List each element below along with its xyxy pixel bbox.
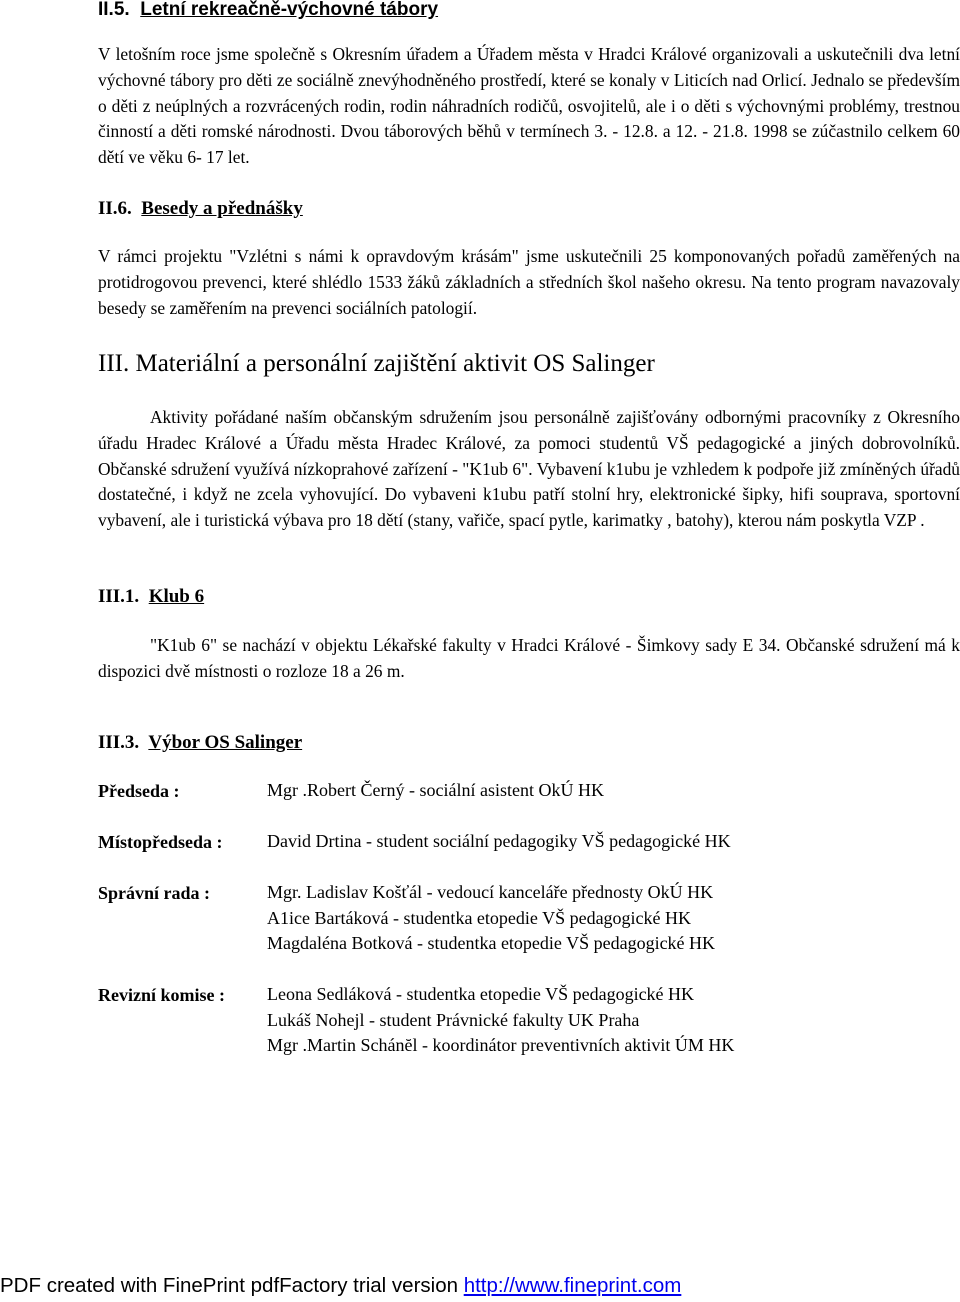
committee-role: Místopředseda : bbox=[98, 832, 223, 852]
chapter-heading: III. Materiální a personální zajištění aktivit OS Salinger bbox=[98, 350, 655, 377]
paragraph-camps: V letošním roce jsme společně s Okresním úřadem a Úřadem města v Hradci Králové organizovali a uskutečnili dva letní výchovné tábory pro děti ze sociálně znevýhodněného prostředí, které se konaly v Liticích nad Orlicí. Jednalo se především o děti z neúplných a rozvrácených rodin, rodin náhradních rodičů, osvojitelů, ale i o děti s výchovnými problémy, trestnou činností a děti romské národnosti. Dvou táborových běhů v termínech 3. - 12.8. a 12. - 21.8. 1998 se zúčastnilo celkem 60 dětí ve věku 6- 17 let. bbox=[98, 44, 960, 168]
section-heading-talks bbox=[98, 197, 303, 221]
section-number: II.5. bbox=[98, 0, 130, 20]
section-title: Besedy a přednášky bbox=[141, 198, 303, 219]
section-heading-club bbox=[98, 585, 204, 609]
footer-link[interactable]: http://www.fineprint.com bbox=[463, 1274, 682, 1297]
section-number: II.6. bbox=[98, 198, 132, 219]
committee-members bbox=[267, 829, 731, 855]
committee-member: Mgr .Robert Černý - sociální asistent OkÚ HK bbox=[267, 780, 604, 800]
section-title: Letní rekreačně-výchovné tábory bbox=[140, 0, 439, 20]
committee-members bbox=[267, 982, 734, 1059]
committee-role: Předseda : bbox=[98, 781, 180, 801]
committee-member: Magdaléna Botková - studentka etopedie VŠ pedagogické HK bbox=[267, 933, 716, 953]
committee-role: Revizní komise : bbox=[98, 985, 225, 1005]
paragraph-talks: V rámci projektu "Vzlétni s námi k opravdovým krásám" jsme uskutečnili 25 komponovaných pořadů zaměřených na protidrogovou prevenci, které shlédlo 1533 žáků základních a středních škol našeho okresu. Na tento program navazovaly besedy se zaměřením na prevenci sociálních patologií. bbox=[98, 246, 960, 318]
committee-member: Mgr .Martin Schánĕl - koordinátor preventivních aktivit ÚM HK bbox=[267, 1035, 735, 1055]
committee-member: Lukáš Nohejl - student Právnické fakulty UK Praha bbox=[267, 1009, 640, 1030]
section-number: III.1. bbox=[98, 586, 140, 607]
committee-member: A1ice Bartáková - studentka etopedie VŠ pedagogické HK bbox=[267, 907, 692, 928]
footer-text: PDF created with FinePrint pdfFactory trial version bbox=[0, 1274, 464, 1297]
section-title: Klub 6 bbox=[148, 586, 205, 607]
committee-members bbox=[267, 880, 715, 957]
committee-member: David Drtina - student sociální pedagogiky VŠ pedagogické HK bbox=[267, 831, 731, 851]
section-heading-camps bbox=[98, 0, 438, 22]
committee-member: Leona Sedláková - studentka etopedie VŠ pedagogické HK bbox=[267, 984, 695, 1004]
pdf-footer bbox=[0, 1274, 681, 1298]
section-heading-board bbox=[98, 731, 302, 755]
committee-role: Správní rada : bbox=[98, 883, 211, 903]
paragraph-resources: Aktivity pořádané naším občanským sdružením jsou personálně zajišťovány odbornými pracovníky z Okresního úřadu Hradec Králové a Úřadu města Hradec Králové, za pomoci studentů VŠ pedagogické a jiných dobrovolníků. Občanské sdružení využívá nízkoprahové zařízení - "K1ub 6". Vybavení k1ubu je vzhledem k podpoře již zmíněných úřadů dostatečné, i když ne zcela vyhovující. Do vybaveni k1ubu patří stolní hry, elektronické šipky, hifi souprava, sportovní vybavení, ale i turistická výbava pro 18 dětí (stany, vařiče, spací pytle, karimatky , batohy), kterou nám poskytla VZP . bbox=[98, 407, 960, 531]
committee-members bbox=[267, 778, 604, 804]
section-number: III.3. bbox=[98, 732, 140, 753]
section-title: Výbor OS Salinger bbox=[148, 732, 303, 753]
paragraph-club: "K1ub 6" se nachází v objektu Lékařské fakulty v Hradci Králové - Šimkovy sady E 34. Občanské sdružení má k dispozici dvě místnosti o rozloze 18 a 26 m. bbox=[98, 635, 960, 681]
committee-member: Mgr. Ladislav Košťál - vedoucí kanceláře přednosty OkÚ HK bbox=[267, 882, 714, 902]
